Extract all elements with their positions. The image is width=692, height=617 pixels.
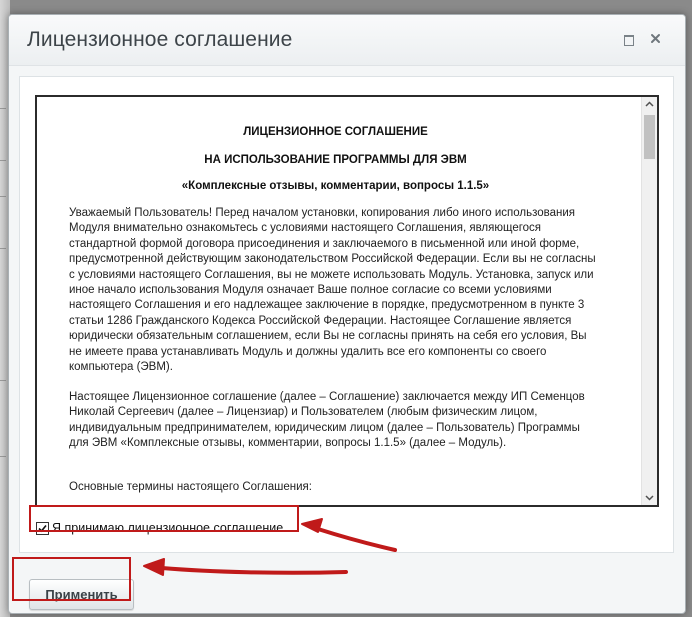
close-icon	[648, 31, 664, 47]
maximize-icon	[624, 35, 634, 46]
background-divider	[0, 248, 6, 249]
module-name-heading: «Комплексные отзывы, комментарии, вопросы 1.1.5»	[181, 180, 490, 192]
license-scrollbar[interactable]	[641, 97, 657, 505]
apply-highlight-box	[12, 557, 131, 601]
scroll-thumb[interactable]	[644, 115, 655, 159]
resize-grip[interactable]	[675, 611, 686, 614]
accept-highlight-box	[29, 505, 299, 532]
maximize-button[interactable]	[621, 31, 637, 47]
license-heading: ЛИЦЕНЗИОННОЕ СОГЛАШЕНИЕ	[243, 126, 428, 138]
close-button[interactable]	[648, 31, 664, 47]
accept-license-label[interactable]: Я принимаю лицензионное соглашение	[52, 521, 284, 535]
background-divider	[0, 160, 6, 161]
dialog-titlebar[interactable]	[9, 15, 685, 66]
license-paragraph: Настоящее Лицензионное соглашение (далее – Соглашение) заключается между ИП Семенцов Николай Сергеевич (далее – Лицензиар) и Пользователем (любым физическим лицом, индивидуальным предпринимателем, юридическим лицом (далее – Пользователь) Программы для ЭВМ «Комплексные отзывы, комментарии, вопросы 1.1.5» (далее – Модуль).	[69, 391, 585, 450]
license-paragraph: Основные термины настоящего Соглашения:	[69, 481, 312, 493]
scroll-down-button[interactable]	[642, 490, 657, 505]
chevron-up-icon	[642, 97, 657, 112]
background-divider	[0, 380, 6, 381]
background-divider	[0, 196, 6, 197]
apply-button[interactable]: Применить	[29, 579, 134, 610]
dialog-content	[19, 76, 674, 553]
chevron-down-icon	[642, 490, 657, 505]
resize-grip-icon	[675, 612, 686, 614]
license-paragraph: Уважаемый Пользователь! Перед началом установки, копирования либо иного использования Модуля внимательно ознакомьтесь с условиями настоящего Соглашения, являющегося стандартной формой договора присоединения и заключаемого в письменной или иной форме, предусмотренной действующим законодательством Российской Федерации. Если вы не согласны с условиями настоящего Соглашения, вы не можете использовать Модуль. Установка, запуск или иное начало использования Модуля означает Ваше полное согласие со всеми условиями настоящего Соглашения и его надлежащее заключение в порядке, предусмотренном в пункте 3 статьи 1286 Гражданского Кодекса Российской Федерации. Настоящее Соглашение является юридически обязательным соглашением, если Вы не согласны принять на себя его условия, Вы не имеете права устанавливать Модуль и должны удалить все его компоненты со своего компьютера (ЭВМ).	[69, 207, 596, 374]
background-divider	[0, 456, 6, 457]
background-divider	[0, 108, 6, 109]
scroll-up-button[interactable]	[642, 97, 657, 112]
license-subheading: НА ИСПОЛЬЗОВАНИЕ ПРОГРАММЫ ДЛЯ ЭВМ	[204, 154, 467, 166]
dialog-title: Лицензионное соглашение	[27, 28, 293, 51]
license-text-frame[interactable]	[35, 95, 659, 507]
